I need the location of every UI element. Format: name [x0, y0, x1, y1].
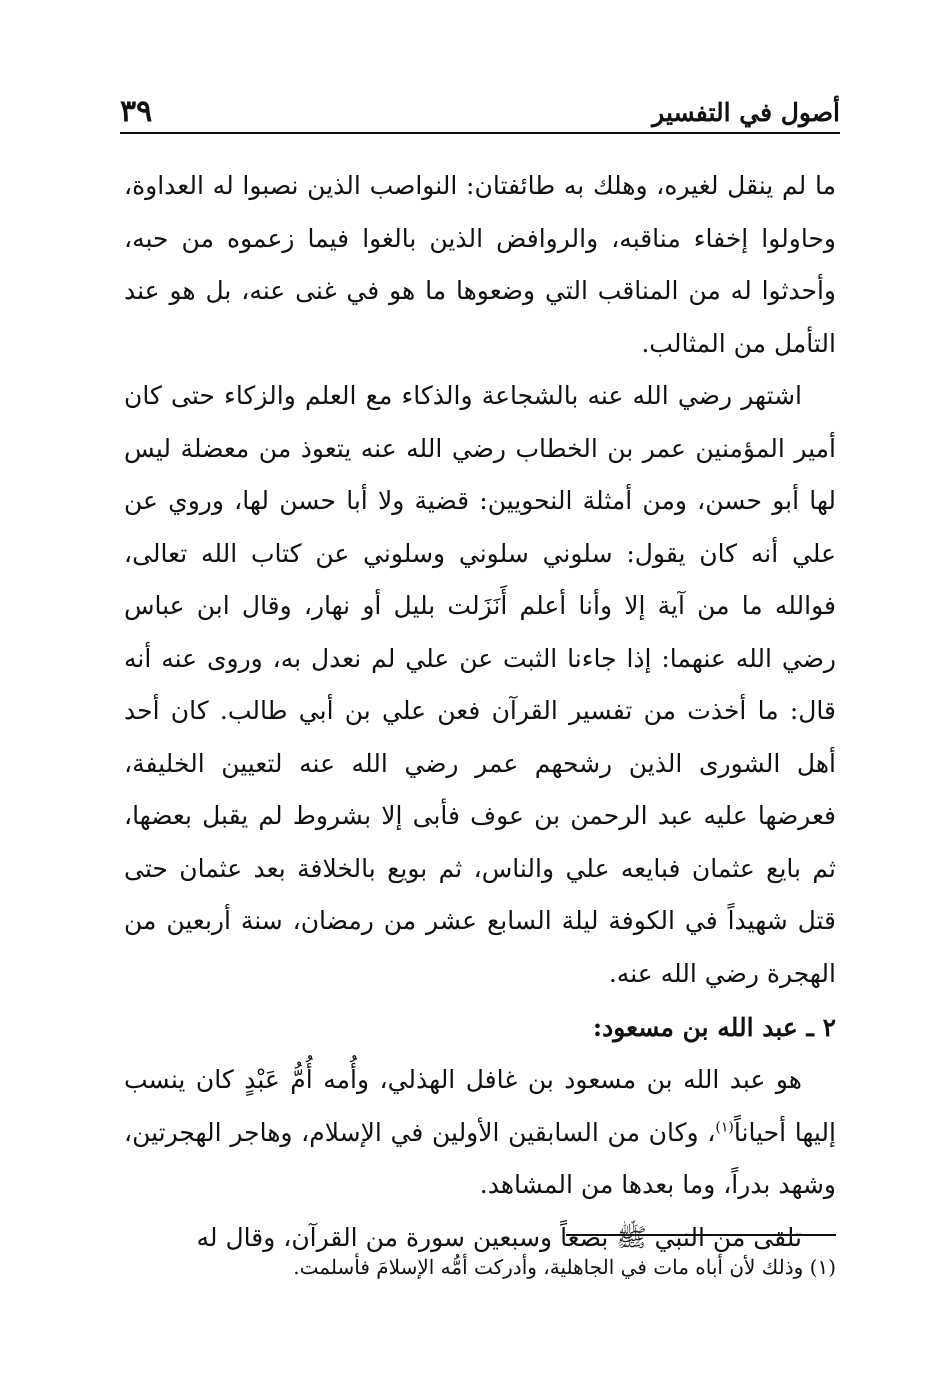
paragraph-1: ما لم ينقل لغيره، وهلك به طائفتان: النواصب الذين نصبوا له العداوة، وحاولوا إخفاء مناقبه، والروافض الذين بالغوا فيما زعموه من حبه، وأحدثوا له من المناقب التي وضعوها ما هو في غنى عنه، بل هو عند التأمل من المثالب. — [124, 171, 836, 358]
body-text — [124, 160, 836, 1264]
paragraph-2: اشتهر رضي الله عنه بالشجاعة والذكاء مع العلم والزكاء حتى كان أمير المؤمنين عمر بن الخطاب رضي الله عنه يتعوذ من معضلة ليس لها أبو حسن، ومن أمثلة النحويين: قضية ولا أبا حسن لها، وروي عن علي أنه كان يقول: سلوني سلوني وسلوني عن كتاب الله تعالى، فوالله ما من آية إلا وأنا أعلم أَنَزَلت بليل أو نهار، وقال ابن عباس رضي الله عنهما: إذا جاءنا الثبت عن علي لم نعدل به، وروى عنه أنه قال: ما أخذت من تفسير القرآن فعن علي بن أبي طالب. كان أحد أهل الشورى الذين رشحهم عمر رضي الله عنه لتعيين الخليفة، فعرضها عليه عبد الرحمن بن عوف فأبى إلا بشروط لم يقبل بعضها، ثم بايع عثمان فبايعه علي والناس، ثم بويع بالخلافة بعد عثمان حتى قتل شهيداً في الكوفة ليلة السابع عشر من رمضان، سنة أربعين من الهجرة رضي الله عنه. — [124, 381, 836, 988]
paragraph-4: تلقى من النبي ﷺ بضعاً وسبعين سورة من القرآن، وقال له — [196, 1222, 802, 1252]
page-header — [120, 88, 840, 128]
footnote-marker: (١) — [715, 1119, 734, 1136]
section-heading: ٢ ـ عبد الله بن مسعود: — [592, 1013, 836, 1042]
paragraph-3-part-1: هو عبد الله بن مسعود بن غافل الهذلي، وأُمه أُمُّ عَبْدٍ كان ينسب إليها أحياناً — [124, 1065, 836, 1147]
paragraph-3 — [124, 1054, 836, 1212]
page-number: ٣٩ — [120, 94, 153, 129]
paragraph-3-part-2: ، وكان من السابقين الأولين في الإسلام، وهاجر الهجرتين، وشهد بدراً، وما بعدها من المشاهد. — [124, 1117, 836, 1199]
footnote-rule — [566, 1234, 836, 1236]
footnote: (١) وذلك لأن أباه مات في الجاهلية، وأدركت أمُّه الإسلامَ فأسلمت. — [293, 1255, 836, 1279]
header-rule — [120, 132, 840, 134]
running-title: أصول في التفسير — [652, 98, 840, 127]
